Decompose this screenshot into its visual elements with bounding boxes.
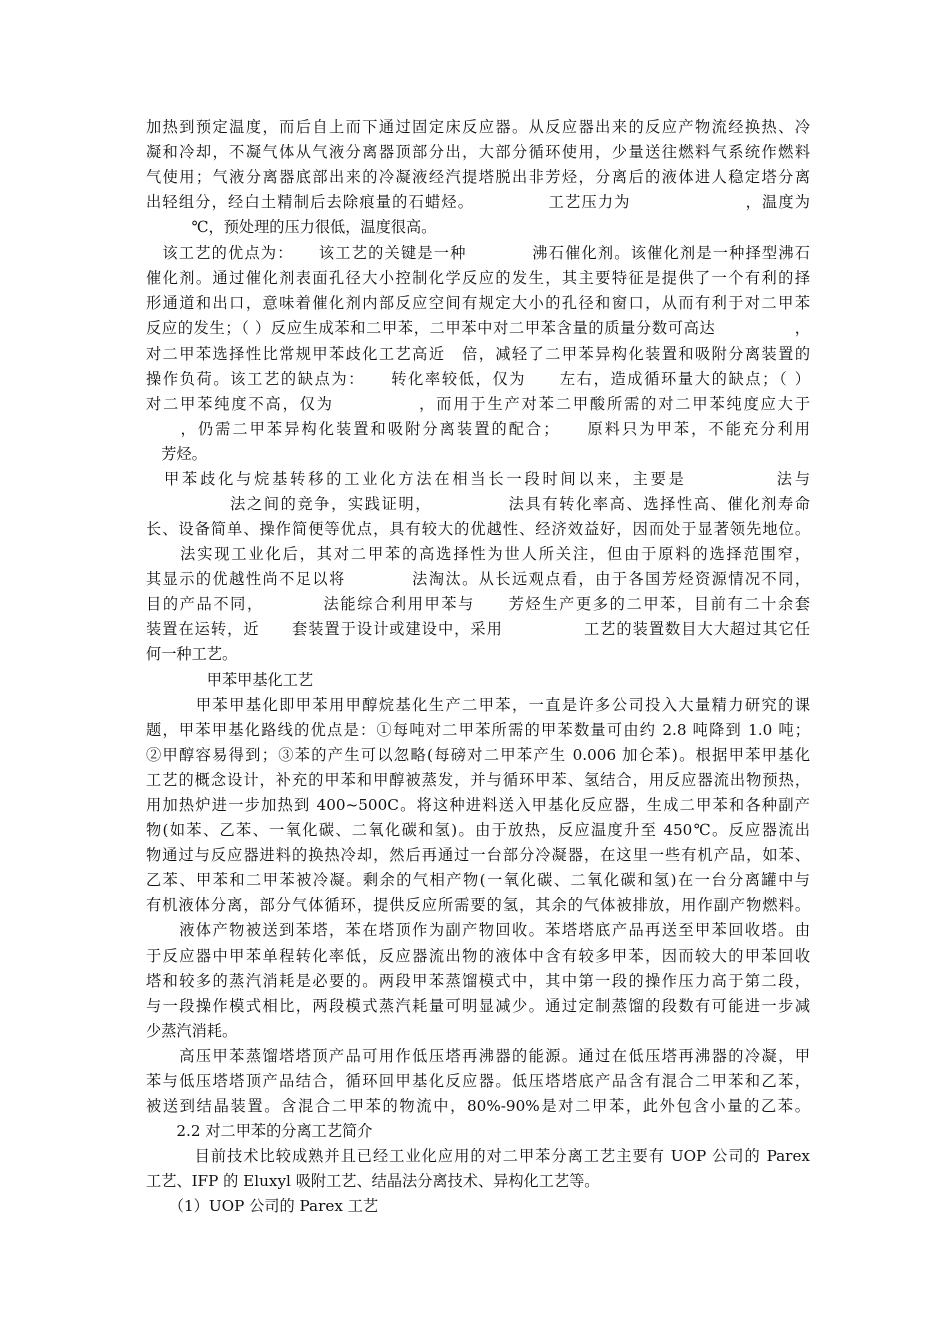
text-line: 长、设备简单、操作简便等优点，具有较大的优越性、经济效益好，因而处于显著领先地位。 bbox=[146, 520, 810, 538]
text-line: 操作负荷。该工艺的缺点为： 转化率较低，仅为 左右，造成循环量大的缺点；（ ） bbox=[146, 370, 810, 388]
text-line: 用加热炉进一步加热到 400~500C。将这种进料送入甲基化反应器，生成二甲苯和各种副产 bbox=[146, 796, 810, 814]
text-line: 催化剂。通过催化剂表面孔径大小控制化学反应的发生，其主要特征是提供了一个有利的择 bbox=[146, 269, 810, 287]
text-line: 该工艺的优点为： 该工艺的关键是一种 沸石催化剂。该催化剂是一种择型沸石 bbox=[146, 244, 810, 262]
text-line: 与一段操作模式相比，两段模式蒸汽耗量可明显减少。通过定制蒸馏的段数有可能进一步减 bbox=[146, 997, 810, 1015]
text-line: 法之间的竞争，实践证明， 法具有转化率高、选择性高、催化剂寿命 bbox=[146, 495, 810, 513]
text-line: 目的产品不同， 法能综合利用甲苯与 芳烃生产更多的二甲苯，目前有二十余套 bbox=[146, 595, 810, 613]
text-line: 题，甲苯甲基化路线的优点是：①每吨对二甲苯所需的甲苯数量可由约 2.8 吨降到 1.0 吨； bbox=[146, 721, 810, 739]
text-line: 于反应器中甲苯单程转化率低，反应器流出物的液体中含有较多甲苯，因而较大的甲苯回收 bbox=[146, 947, 810, 965]
text-line: 反应的发生；（ ）反应生成苯和二甲苯，二甲苯中对二甲苯含量的质量分数可高达 ， bbox=[146, 319, 810, 337]
text-line: 加热到预定温度，而后自上而下通过固定床反应器。从反应器出来的反应产物流经换热、冷 bbox=[146, 118, 810, 136]
text-line: 少蒸汽消耗。 bbox=[146, 1022, 238, 1040]
text-line: 对二甲苯纯度不高，仅为 ，而用于生产对苯二甲酸所需的对二甲苯纯度应大于 bbox=[146, 395, 810, 413]
section-heading: 甲苯甲基化工艺 bbox=[146, 671, 314, 689]
text-line: 装置在运转，近 套装置于设计或建设中，采用 工艺的装置数目大大超过其它任 bbox=[146, 620, 810, 638]
text-line: ②甲醇容易得到；③苯的产生可以忽略(每磅对二甲苯产生 0.006 加仑苯)。根据甲苯甲基化 bbox=[146, 746, 811, 764]
text-line: ，仍需二甲苯异构化装置和吸附分离装置的配合； 原料只为甲苯，不能充分利用 bbox=[146, 420, 810, 438]
text-line: 凝和冷却，不凝气体从气液分离器顶部分出，大部分循环使用，少量送往燃料气系统作燃料 bbox=[146, 143, 810, 161]
text-line: 目前技术比较成熟并且已经工业化应用的对二甲苯分离工艺主要有 UOP 公司的 Parex bbox=[146, 1147, 810, 1165]
text-line: 其显示的优越性尚不足以将 法淘汰。从长远观点看，由于各国芳烃资源情况不同， bbox=[146, 570, 810, 588]
text-line: 工艺、IFP 的 Eluxyl 吸附工艺、结晶法分离技术、异构化工艺等。 bbox=[146, 1172, 600, 1190]
text-line: 物(如苯、乙苯、一氧化碳、二氧化碳和氢)。由于放热，反应温度升至 450℃。反应器流出 bbox=[146, 821, 810, 839]
text-line: 苯与低压塔塔顶产品结合，循环回甲基化反应器。低压塔塔底产品含有混合二甲苯和乙苯， bbox=[146, 1072, 810, 1090]
text-line: 塔和较多的蒸汽消耗是必要的。两段甲苯蒸馏模式中，其中第一段的操作压力高于第二段， bbox=[146, 972, 810, 990]
text-line: 甲苯甲基化即甲苯用甲醇烷基化生产二甲苯，一直是许多公司投入大量精力研究的课 bbox=[146, 696, 810, 714]
section-heading: 2.2 对二甲苯的分离工艺简介 bbox=[146, 1122, 373, 1140]
subsection-heading: （1）UOP 公司的 Parex 工艺 bbox=[146, 1197, 379, 1215]
text-line: 法实现工业化后，其对二甲苯的高选择性为世人所关注，但由于原料的选择范围窄， bbox=[146, 545, 810, 563]
text-line: 被送到结晶装置。含混合二甲苯的物流中，80%-90%是对二甲苯，此外包含小量的乙苯。 bbox=[146, 1097, 810, 1115]
text-line: 工艺的概念设计，补充的甲苯和甲醇被蒸发，并与循环甲苯、氢结合，用反应器流出物预热， bbox=[146, 771, 810, 789]
text-line: 芳烃。 bbox=[146, 445, 207, 463]
text-line: 出轻组分，经白土精制后去除痕量的石蜡烃。 工艺压力为 ，温度为 bbox=[146, 193, 810, 211]
text-line: 液体产物被送到苯塔，苯在塔顶作为副产物回收。苯塔塔底产品再送至甲苯回收塔。由 bbox=[146, 921, 810, 939]
text-line: 物通过与反应器进料的换热冷却，然后再通过一台部分冷凝器，在这里一些有机产品，如苯、 bbox=[146, 846, 810, 864]
text-line: 有机液体分离，部分气体循环，提供反应所需要的氢，其余的气体被排放，用作副产物燃料。 bbox=[146, 896, 810, 914]
text-line: ℃，预处理的压力很低，温度很高。 bbox=[146, 218, 437, 236]
text-line: 何一种工艺。 bbox=[146, 645, 238, 663]
text-line: 对二甲苯选择性比常规甲苯歧化工艺高近 倍，减轻了二甲苯异构化装置和吸附分离装置的 bbox=[146, 345, 810, 363]
text-line: 高压甲苯蒸馏塔塔顶产品可用作低压塔再沸器的能源。通过在低压塔再沸器的冷凝，甲 bbox=[146, 1047, 810, 1065]
text-line: 乙苯、甲苯和二甲苯被冷凝。剩余的气相产物(一氧化碳、二氧化碳和氢)在一台分离罐中与 bbox=[146, 871, 810, 889]
text-line: 气使用；气液分离器底部出来的冷凝液经汽提塔脱出非芳烃，分离后的液体进人稳定塔分离 bbox=[146, 168, 810, 186]
text-line: 形通道和出口，意味着催化剂内部反应空间有规定大小的孔径和窗口，从而有利于对二甲苯 bbox=[146, 294, 810, 312]
text-line: 甲苯歧化与烷基转移的工业化方法在相当长一段时间以来，主要是 法与 bbox=[146, 470, 810, 488]
